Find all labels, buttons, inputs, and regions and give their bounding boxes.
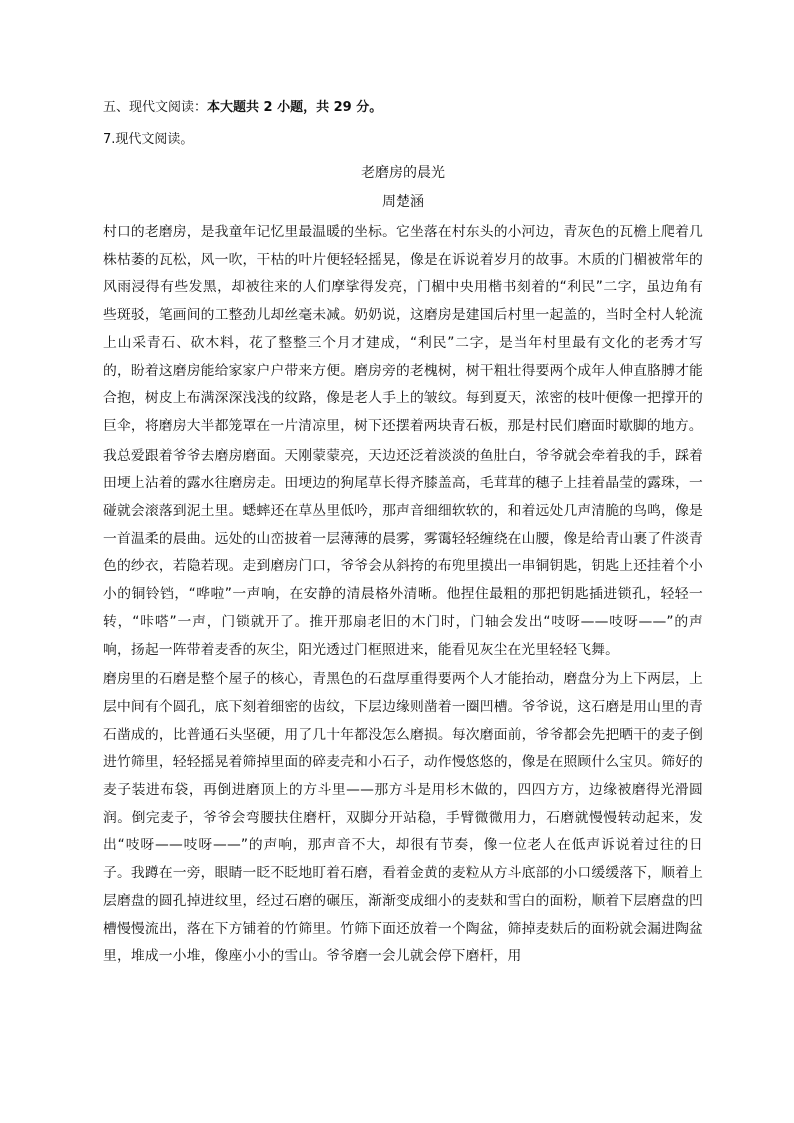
article-paragraph-1: 村口的老磨房，是我童年记忆里最温暖的坐标。它坐落在村东头的小河边，青灰色的瓦檐上爬着几株枯萎的瓦松，风一吹，干枯的叶片便轻轻摇晃，像是在诉说着岁月的故事。木质的门楣被常年的风雨浸得有些发黑，却被往来的人们摩挲得发亮，门楣中央用楷书刻着的“利民”二字，虽边角有些斑驳，笔画间的工整劲儿却丝毫未减。奶奶说，这磨房是建国后村里一起盖的，当时全村人轮流上山采青石、砍木料，花了整整三个月才建成，“利民”二字，是当年村里最有文化的老秀才写的，盼着这磨房能给家家户户带来方便。磨房旁的老槐树，树干粗壮得要两个成年人伸直胳膊才能合抱，树皮上布满深深浅浅的纹路，像是老人手上的皱纹。每到夏天，浓密的枝叶便像一把撑开的巨伞，将磨房大半都笼罩在一片清凉里，树下还摆着两块青石板，那是村民们磨面时歇脚的地方。 [103, 224, 703, 434]
article-paragraph-3: 磨房里的石磨是整个屋子的核心，青黑色的石盘厚重得要两个人才能抬动，磨盘分为上下两层，上层中间有个圆孔，底下刻着细密的齿纹，下层边缘则凿着一圈凹槽。爷爷说，这石磨是用山里的青石凿成的，比普通石头坚硬，用了几十年都没怎么磨损。每次磨面前，爷爷都会先把晒干的麦子倒进竹筛里，轻轻摇晃着筛掉里面的碎麦壳和小石子，动作慢悠悠的，像是在照顾什么宝贝。筛好的麦子装进布袋，再倒进磨顶上的方斗里——那方斗是用杉木做的，四四方方，边缘被磨得光滑圆润。倒完麦子，爷爷会弯腰扶住磨杆，双脚分开站稳，手臂微微用力，石磨就慢慢转动起来，发出“吱呀——吱呀——”的声响，那声音不大，却很有节奏，像一位老人在低声诉说着过往的日子。我蹲在一旁，眼睛一眨不眨地盯着石磨，看着金黄的麦粒从方斗底部的小口缓缓落下，顺着上层磨盘的圆孔掉进纹里，经过石磨的碾压，渐渐变成细小的麦麸和雪白的面粉，顺着下层磨盘的凹槽慢慢流出，落在下方铺着的竹筛里。竹筛下面还放着一个陶盆，筛掉麦麸后的面粉就会漏进陶盆里，堆成一小堆，像座小小的雪山。爷爷磨一会儿就会停下磨杆，用 [103, 671, 703, 965]
article-title: 老磨房的晨光 [361, 165, 445, 181]
article-author: 周楚涵 [382, 194, 424, 210]
exam-page [103, 97, 703, 971]
article-paragraph-2: 我总爱跟着爷爷去磨房磨面。天刚蒙蒙亮，天边还泛着淡淡的鱼肚白，爷爷就会牵着我的手，踩着田埂上沾着的露水往磨房走。田埂边的狗尾草长得齐膝盖高，毛茸茸的穗子上挂着晶莹的露珠，一碰就会滚落到泥土里。蟋蟀还在草丛里低吟，那声音细细软软的，和着远处几声清脆的鸟鸣，像是一首温柔的晨曲。远处的山峦披着一层薄薄的晨雾，雾霭轻轻缠绕在山腰，像是给青山裹了件淡青色的纱衣，若隐若现。走到磨房门口，爷爷会从斜挎的布兜里摸出一串铜钥匙，钥匙上还挂着个小小的铜铃铛，“哗啦”一声响，在安静的清晨格外清晰。他捏住最粗的那把钥匙插进锁孔，轻轻一转，“咔嗒”一声，门锁就开了。推开那扇老旧的木门时，门轴会发出“吱呀——吱呀——”的声响，扬起一阵带着麦香的灰尘，阳光透过门框照进来，能看见灰尘在光里轻轻飞舞。 [103, 447, 703, 658]
section-heading-prefix: 五、现代文阅读： [103, 100, 208, 115]
section-heading-score: 本大题共 2 小题，共 29 分。 [207, 100, 383, 115]
section-heading [103, 97, 703, 119]
question-title: 7.现代文阅读。 [103, 132, 194, 147]
